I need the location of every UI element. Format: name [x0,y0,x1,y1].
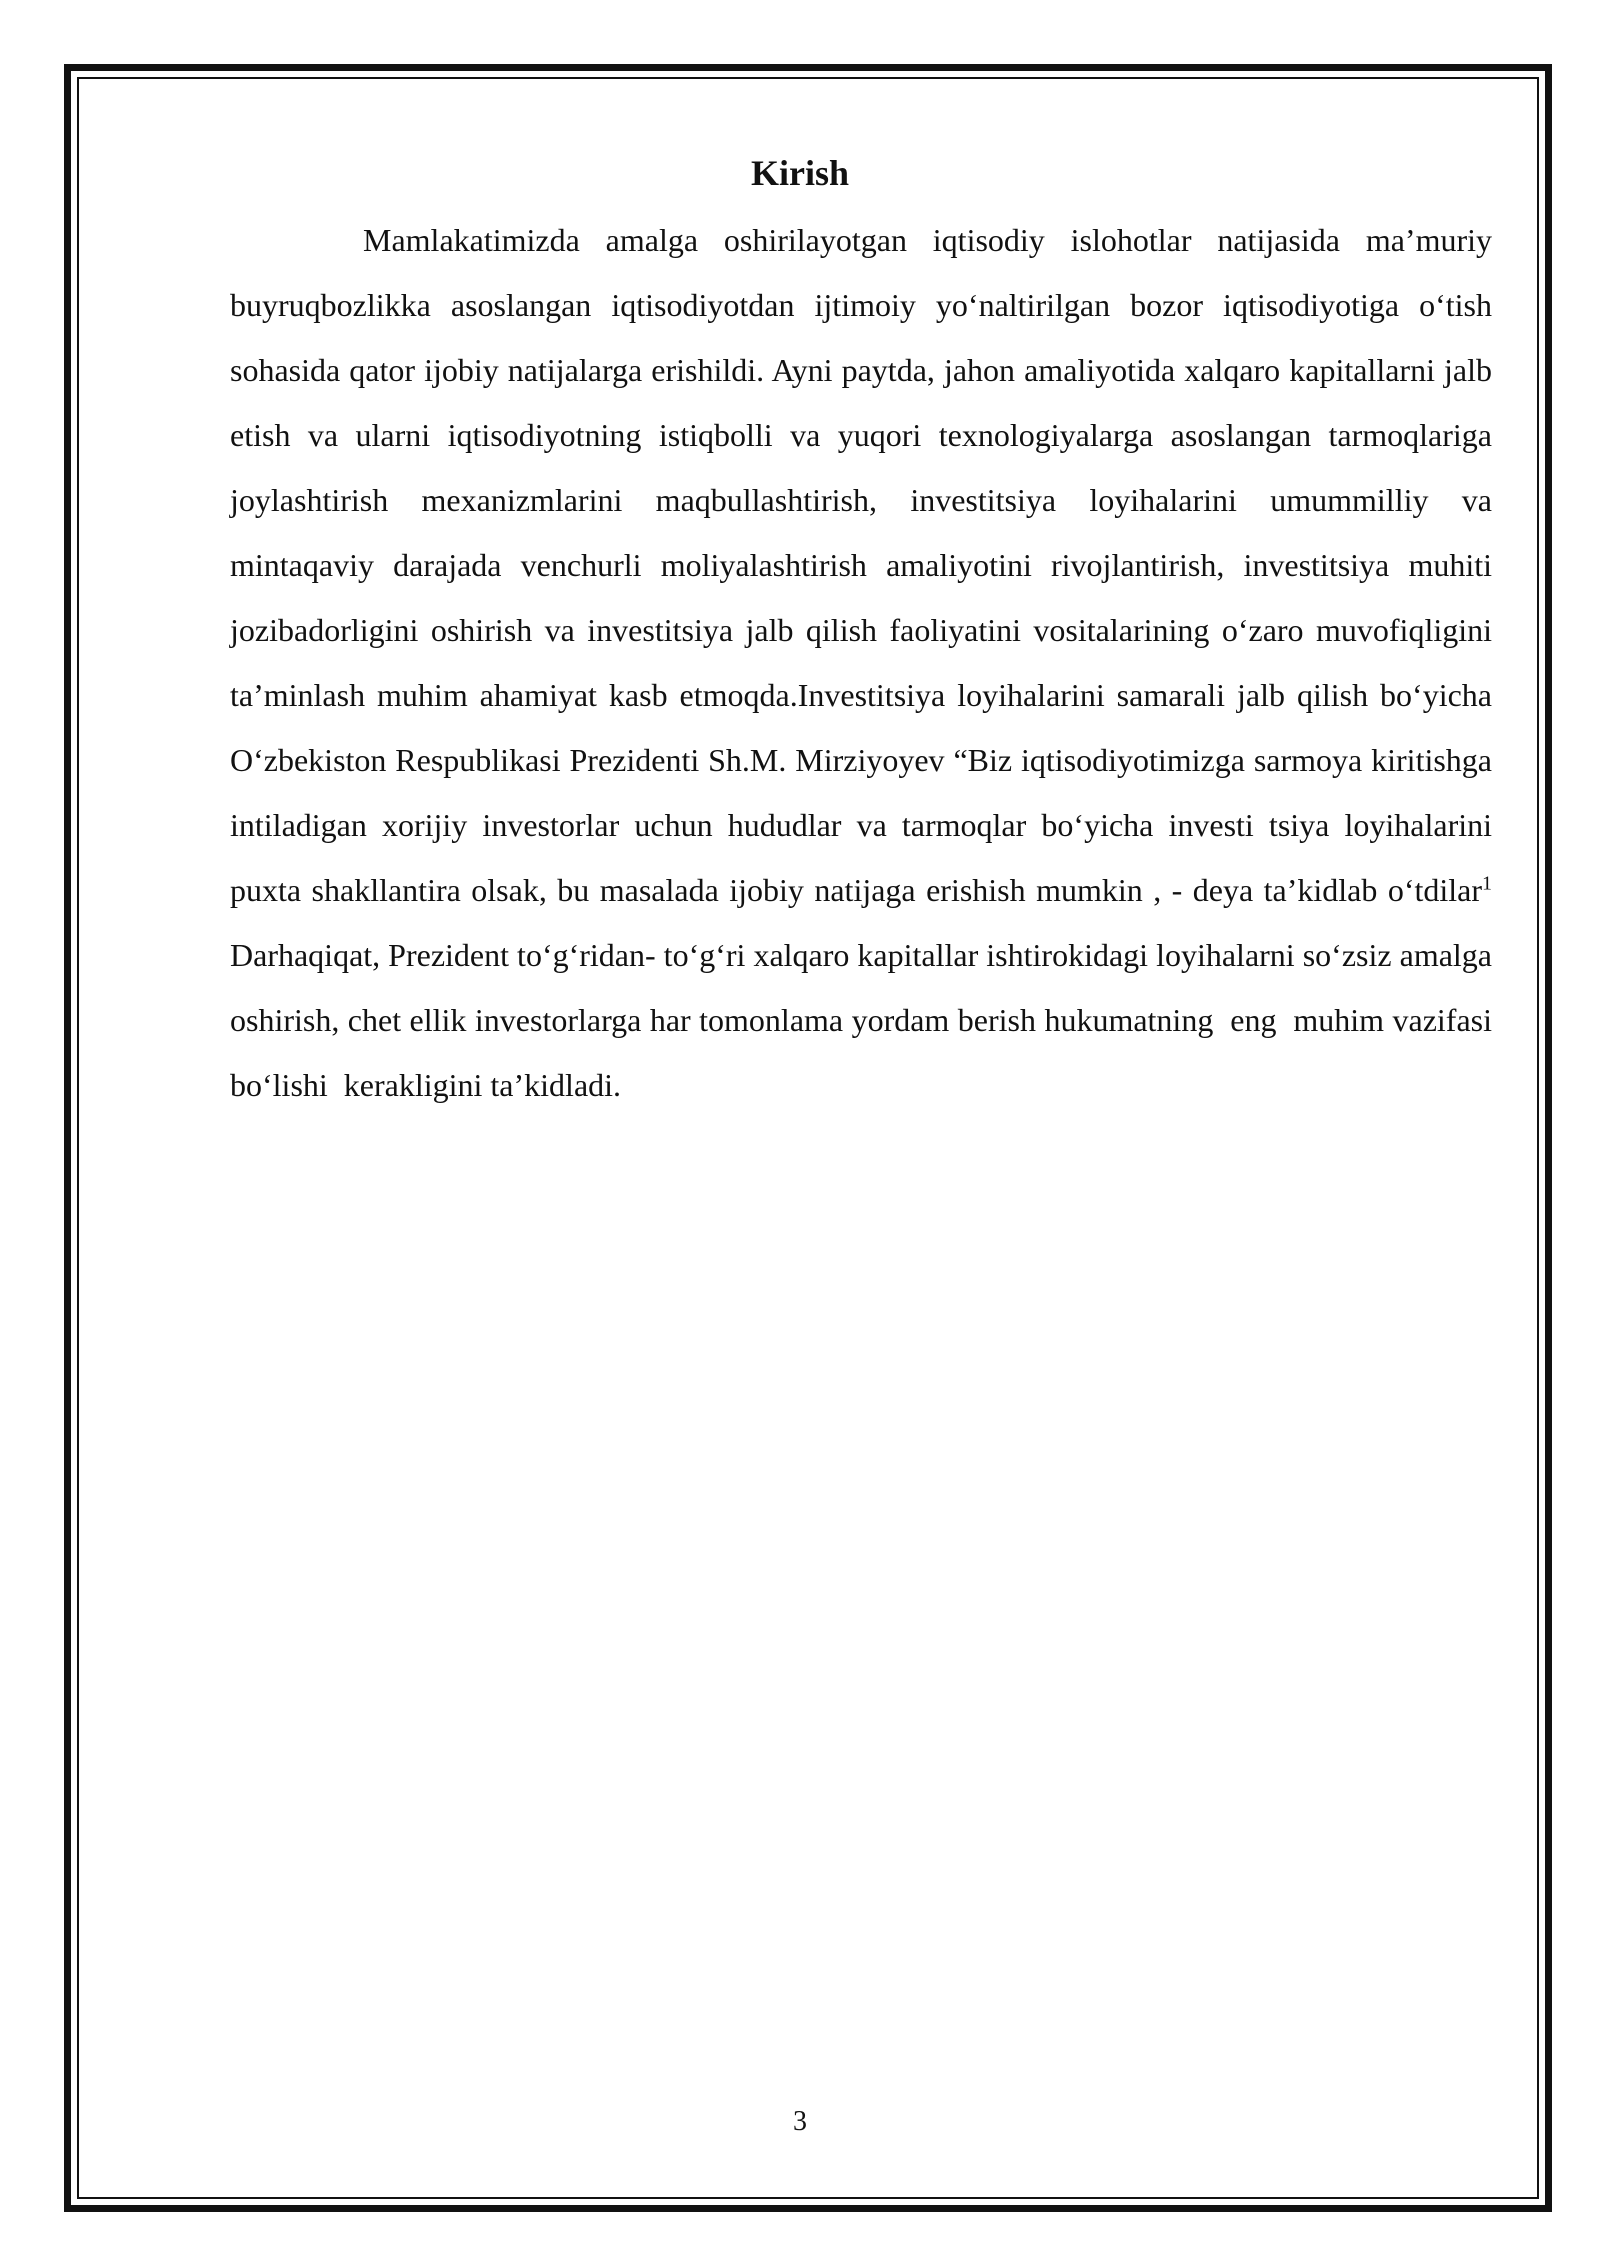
page-title: Kirish [750,153,849,193]
page-number: 3 [793,2106,807,2137]
paragraph-tail-text: Darhaqiqat, Prezident to‘g‘ridan- to‘g‘ri xalqaro kapitallar ishtirokidagi loyihalarni so‘zsiz amalga oshirish, chet ellik investorlarga har tomonlama yordam berish hukumatning eng muhim vazifasi bo‘lishi kerakligini ta’kidladi. [230,872,1508,1103]
body-text [230,208,1508,1118]
paragraph [230,208,1508,1118]
footnote-reference[interactable]: 1 [1482,872,1492,895]
paragraph-main-text: Mamlakatimizda amalga oshirilayotgan iqtisodiy islohotlar natijasida ma’muriy buyruqbozlikka asoslangan iqtisodiyotdan ijtimoiy yo‘naltirilgan bozor iqtisodiyotiga o‘tish sohasida qator ijobiy natijalarga erishildi. Ayni paytda, jahon amaliyotida xalqaro kapitallarni jalb etish va ularni iqtisodiyotning istiqbolli va yuqori texnologiyalarga asoslangan tarmoqlariga joylashtirish mexanizmlarini maqbullashtirish, investitsiya loyihalarini umummilliy va mintaqaviy darajada venchurli moliyalashtirish amaliyotini rivojlantirish, investitsiya muhiti jozibadorligini oshirish va investitsiya jalb qilish faoliyatini vositalarining o‘zaro muvofiqligini ta’minlash muhim ahamiyat kasb etmoqda.Investitsiya loyihalarini samarali jalb qilish bo‘yicha O‘zbekiston Respublikasi Prezidenti Sh.M. Mirziyoyev “Biz iqtisodiyotimizga sarmoya kiritishga intiladigan xorijiy investorlar uchun hududlar va tarmoqlar bo‘yicha investi tsiya loyihalarini puxta shakllantira olsak, bu masalada ijobiy natijaga erishish mumkin , - deya ta’kidlab o‘tdilar [230,222,1492,908]
